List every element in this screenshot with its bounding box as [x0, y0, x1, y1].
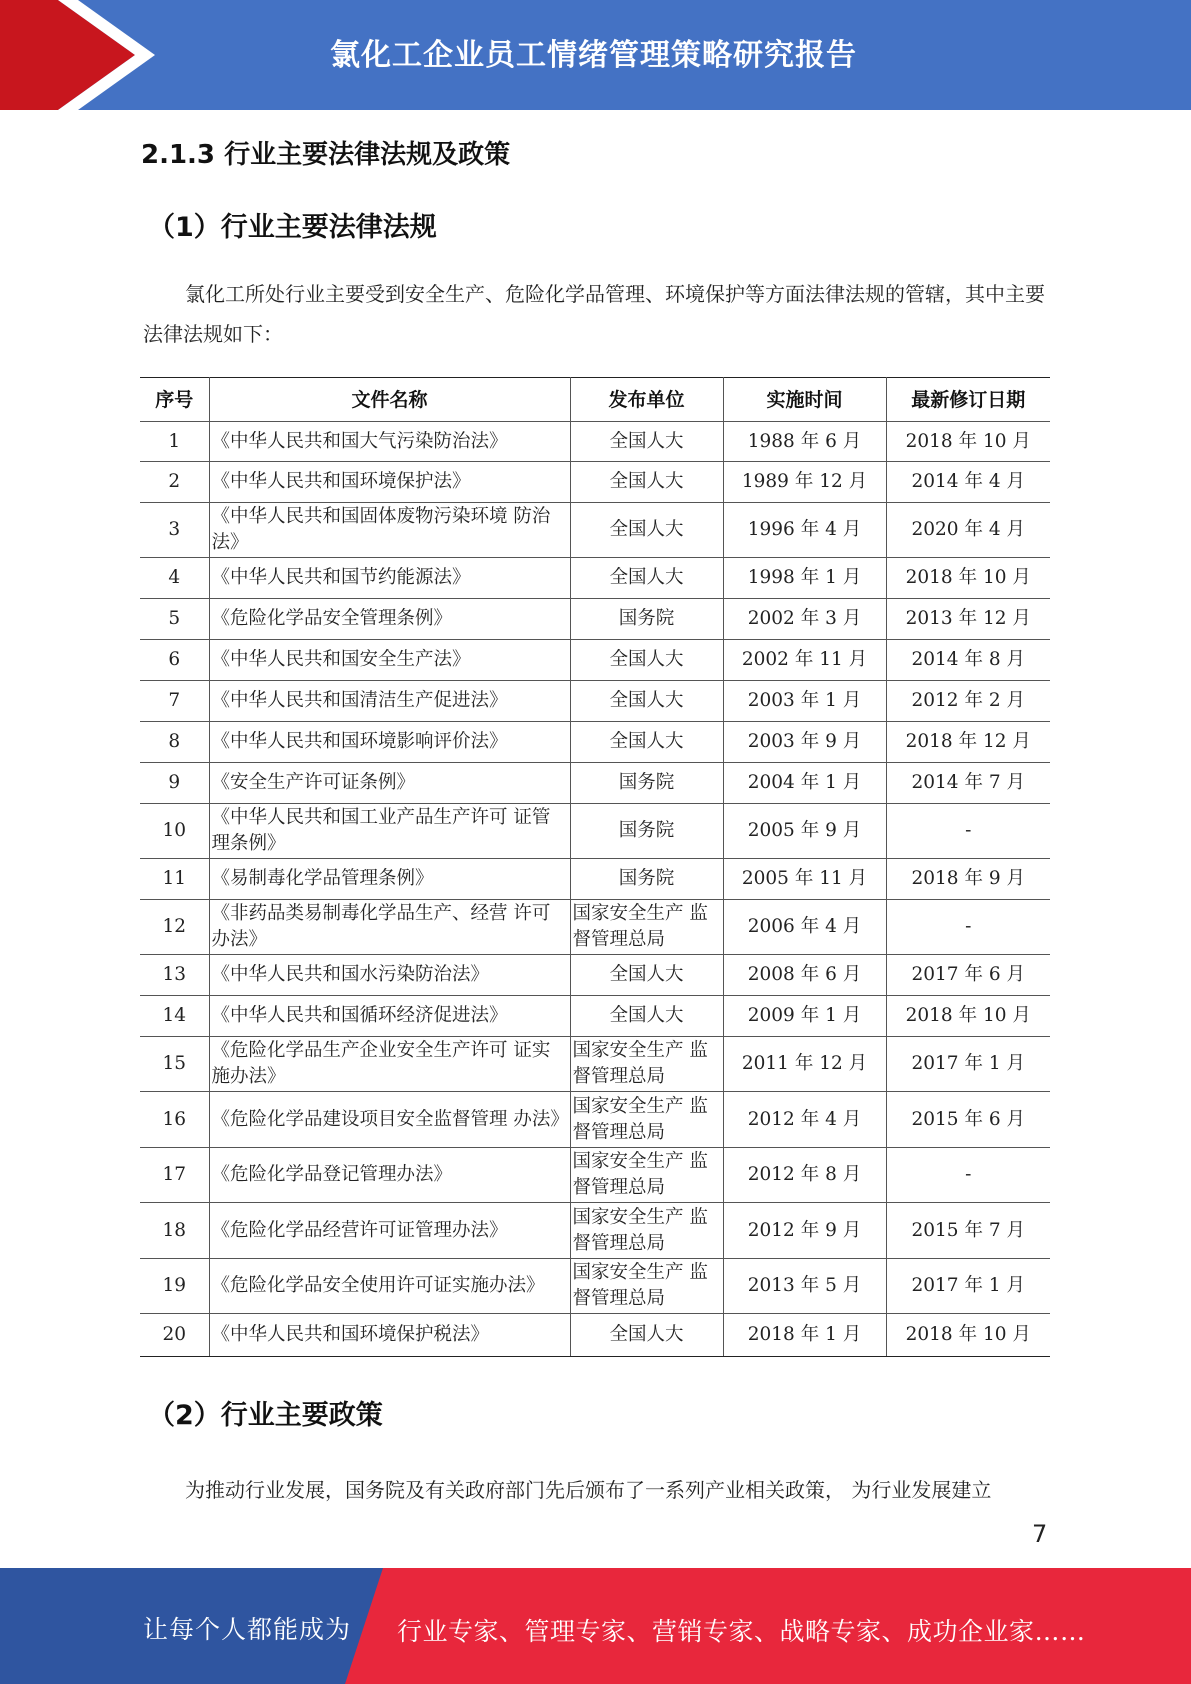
table-row: [140, 722, 1050, 763]
cell-issuer: 国务院: [570, 804, 723, 859]
cell-effective: 2005 年 9 月: [723, 804, 886, 859]
table-row: [140, 763, 1050, 804]
cell-revised: -: [886, 804, 1050, 859]
cell-no: 4: [140, 558, 209, 599]
cell-revised: 2017 年 1 月: [886, 1037, 1050, 1092]
table-row: [140, 859, 1050, 900]
table-row: [140, 640, 1050, 681]
cell-no: 2: [140, 462, 209, 503]
cell-issuer: 全国人大: [570, 422, 723, 462]
cell-effective: 2006 年 4 月: [723, 900, 886, 955]
cell-revised: 2020 年 4 月: [886, 503, 1050, 558]
cell-effective: 2009 年 1 月: [723, 996, 886, 1037]
cell-name: 《中华人民共和国固体废物污染环境 防治法》: [209, 503, 570, 558]
cell-no: 5: [140, 599, 209, 640]
cell-issuer: 国务院: [570, 763, 723, 804]
cell-issuer: 国家安全生产 监督管理总局: [570, 1092, 723, 1148]
cell-effective: 1996 年 4 月: [723, 503, 886, 558]
cell-effective: 2002 年 11 月: [723, 640, 886, 681]
subsection-heading-laws: （1）行业主要法律法规: [148, 212, 437, 243]
cell-effective: 2005 年 11 月: [723, 859, 886, 900]
cell-no: 13: [140, 955, 209, 996]
cell-issuer: 国务院: [570, 859, 723, 900]
cell-effective: 2012 年 8 月: [723, 1148, 886, 1203]
table-row: [140, 599, 1050, 640]
cell-no: 9: [140, 763, 209, 804]
cell-name: 《中华人民共和国环境保护税法》: [209, 1314, 570, 1357]
cell-revised: 2018 年 10 月: [886, 422, 1050, 462]
cell-no: 7: [140, 681, 209, 722]
cell-issuer: 全国人大: [570, 722, 723, 763]
cell-name: 《安全生产许可证条例》: [209, 763, 570, 804]
cell-issuer: 国家安全生产 监督管理总局: [570, 1203, 723, 1259]
cell-name: 《中华人民共和国安全生产法》: [209, 640, 570, 681]
cell-no: 3: [140, 503, 209, 558]
table-row: [140, 1037, 1050, 1092]
cell-issuer: 全国人大: [570, 462, 723, 503]
table-row: [140, 462, 1050, 503]
cell-revised: 2017 年 6 月: [886, 955, 1050, 996]
cell-revised: 2015 年 7 月: [886, 1203, 1050, 1259]
cell-no: 6: [140, 640, 209, 681]
cell-name: 《危险化学品安全使用许可证实施办法》: [209, 1259, 570, 1314]
cell-no: 1: [140, 422, 209, 462]
cell-revised: 2018 年 10 月: [886, 1314, 1050, 1357]
cell-no: 8: [140, 722, 209, 763]
cell-no: 10: [140, 804, 209, 859]
cell-effective: 2012 年 4 月: [723, 1092, 886, 1148]
table-row: [140, 900, 1050, 955]
cell-no: 19: [140, 1259, 209, 1314]
cell-issuer: 国家安全生产 监督管理总局: [570, 1148, 723, 1203]
cell-revised: 2018 年 9 月: [886, 859, 1050, 900]
table-row: [140, 422, 1050, 462]
cell-name: 《危险化学品安全管理条例》: [209, 599, 570, 640]
col-header-no: 序号: [140, 378, 209, 422]
cell-revised: 2015 年 6 月: [886, 1092, 1050, 1148]
table-row: [140, 1203, 1050, 1259]
cell-issuer: 全国人大: [570, 996, 723, 1037]
cell-revised: -: [886, 1148, 1050, 1203]
table-body: [140, 422, 1050, 1357]
cell-issuer: 全国人大: [570, 503, 723, 558]
table-header-row: [140, 378, 1050, 422]
header-chevron-decoration: [0, 0, 160, 110]
table-row: [140, 1148, 1050, 1203]
cell-effective: 2003 年 9 月: [723, 722, 886, 763]
cell-revised: -: [886, 900, 1050, 955]
cell-name: 《中华人民共和国清洁生产促进法》: [209, 681, 570, 722]
cell-revised: 2018 年 12 月: [886, 722, 1050, 763]
table-row: [140, 558, 1050, 599]
laws-table: [140, 377, 1050, 1357]
cell-no: 12: [140, 900, 209, 955]
cell-effective: 2008 年 6 月: [723, 955, 886, 996]
cell-issuer: 全国人大: [570, 681, 723, 722]
cell-revised: 2017 年 1 月: [886, 1259, 1050, 1314]
cell-no: 16: [140, 1092, 209, 1148]
cell-no: 17: [140, 1148, 209, 1203]
col-header-effective: 实施时间: [723, 378, 886, 422]
cell-revised: 2018 年 10 月: [886, 558, 1050, 599]
cell-effective: 2018 年 1 月: [723, 1314, 886, 1357]
intro-paragraph: 氯化工所处行业主要受到安全生产、危险化学品管理、环境保护等方面法律法规的管辖，其中主要法律法规如下：: [143, 282, 1045, 346]
policy-paragraph: 为推动行业发展，国务院及有关政府部门先后颁布了一系列产业相关政策， 为行业发展建立: [185, 1478, 992, 1502]
cell-revised: 2014 年 8 月: [886, 640, 1050, 681]
table-row: [140, 955, 1050, 996]
cell-issuer: 国家安全生产 监督管理总局: [570, 900, 723, 955]
footer-slogan-right: 行业专家、管理专家、营销专家、战略专家、成功企业家……: [397, 1617, 1086, 1646]
page-header: [0, 0, 1191, 110]
page-number: 7: [1032, 1520, 1048, 1548]
cell-issuer: 国家安全生产 监督管理总局: [570, 1259, 723, 1314]
cell-issuer: 国务院: [570, 599, 723, 640]
cell-no: 11: [140, 859, 209, 900]
cell-revised: 2018 年 10 月: [886, 996, 1050, 1037]
cell-revised: 2013 年 12 月: [886, 599, 1050, 640]
col-header-revised: 最新修订日期: [886, 378, 1050, 422]
table-row: [140, 1092, 1050, 1148]
table-row: [140, 996, 1050, 1037]
table-row: [140, 503, 1050, 558]
cell-name: 《非药品类易制毒化学品生产、经营 许可办法》: [209, 900, 570, 955]
cell-effective: 2012 年 9 月: [723, 1203, 886, 1259]
cell-issuer: 全国人大: [570, 558, 723, 599]
cell-issuer: 全国人大: [570, 955, 723, 996]
cell-name: 《中华人民共和国环境影响评价法》: [209, 722, 570, 763]
section-heading: 2.1.3 行业主要法律法规及政策: [141, 140, 511, 170]
cell-no: 14: [140, 996, 209, 1037]
cell-issuer: 全国人大: [570, 640, 723, 681]
cell-no: 20: [140, 1314, 209, 1357]
cell-effective: 2013 年 5 月: [723, 1259, 886, 1314]
cell-no: 15: [140, 1037, 209, 1092]
cell-name: 《易制毒化学品管理条例》: [209, 859, 570, 900]
cell-effective: 2002 年 3 月: [723, 599, 886, 640]
cell-name: 《危险化学品经营许可证管理办法》: [209, 1203, 570, 1259]
cell-name: 《中华人民共和国水污染防治法》: [209, 955, 570, 996]
cell-name: 《危险化学品登记管理办法》: [209, 1148, 570, 1203]
footer-slogan-left: 让每个人都能成为: [143, 1615, 352, 1644]
cell-issuer: 全国人大: [570, 1314, 723, 1357]
cell-name: 《中华人民共和国环境保护法》: [209, 462, 570, 503]
col-header-name: 文件名称: [209, 378, 570, 422]
table-row: [140, 1314, 1050, 1357]
subsection-heading-policies: （2）行业主要政策: [148, 1400, 383, 1431]
cell-name: 《中华人民共和国节约能源法》: [209, 558, 570, 599]
cell-revised: 2014 年 4 月: [886, 462, 1050, 503]
cell-effective: 1989 年 12 月: [723, 462, 886, 503]
table-row: [140, 681, 1050, 722]
cell-effective: 1988 年 6 月: [723, 422, 886, 462]
table-row: [140, 1259, 1050, 1314]
table-row: [140, 804, 1050, 859]
cell-issuer: 国家安全生产 监督管理总局: [570, 1037, 723, 1092]
cell-name: 《中华人民共和国循环经济促进法》: [209, 996, 570, 1037]
cell-revised: 2014 年 7 月: [886, 763, 1050, 804]
cell-name: 《危险化学品生产企业安全生产许可 证实施办法》: [209, 1037, 570, 1092]
cell-name: 《危险化学品建设项目安全监督管理 办法》: [209, 1092, 570, 1148]
cell-effective: 2004 年 1 月: [723, 763, 886, 804]
cell-effective: 2011 年 12 月: [723, 1037, 886, 1092]
cell-name: 《中华人民共和国大气污染防治法》: [209, 422, 570, 462]
page-footer: [0, 1568, 1191, 1684]
cell-effective: 1998 年 1 月: [723, 558, 886, 599]
cell-name: 《中华人民共和国工业产品生产许可 证管理条例》: [209, 804, 570, 859]
cell-no: 18: [140, 1203, 209, 1259]
cell-effective: 2003 年 1 月: [723, 681, 886, 722]
cell-revised: 2012 年 2 月: [886, 681, 1050, 722]
col-header-issuer: 发布单位: [570, 378, 723, 422]
report-title: 氯化工企业员工情绪管理策略研究报告: [330, 38, 857, 73]
